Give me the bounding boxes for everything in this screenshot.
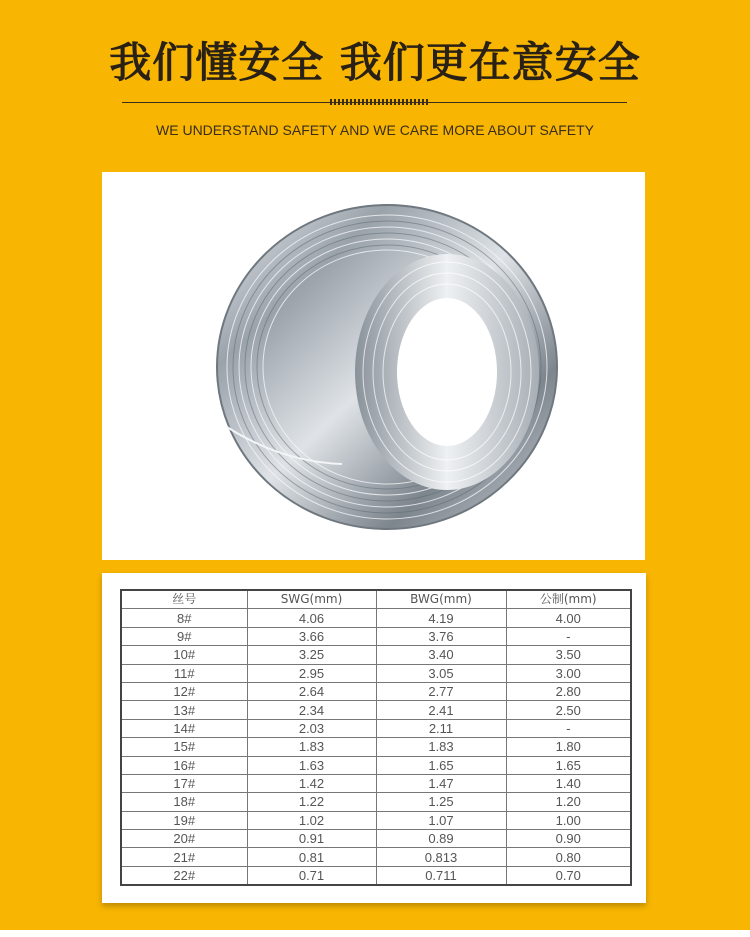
table-cell: 1.02 [247,811,376,829]
table-cell: 2.34 [247,701,376,719]
table-row [121,682,631,700]
table-cell: 1.63 [247,756,376,774]
table-cell: 21# [121,848,247,866]
table-cell: 1.22 [247,793,376,811]
table-cell: 3.05 [376,664,506,682]
column-header: 丝号 [121,590,247,609]
table-cell: 2.64 [247,682,376,700]
table-cell: 0.90 [506,830,631,848]
table-cell: 18# [121,793,247,811]
table-row [121,646,631,664]
table-row [121,830,631,848]
table-row [121,719,631,737]
table-cell: 1.47 [376,774,506,792]
table-row [121,848,631,866]
table-cell: 4.00 [506,609,631,627]
table-cell: 15# [121,738,247,756]
table-cell: 20# [121,830,247,848]
table-cell: 0.70 [506,866,631,885]
table-cell: 0.80 [506,848,631,866]
spec-table-card [102,573,646,903]
table-row [121,756,631,774]
table-cell: 3.50 [506,646,631,664]
column-header: 公制(mm) [506,590,631,609]
table-cell: 17# [121,774,247,792]
table-cell: 1.25 [376,793,506,811]
table-row [121,738,631,756]
table-row [121,774,631,792]
table-cell: - [506,719,631,737]
table-cell: 1.83 [247,738,376,756]
table-cell: 12# [121,682,247,700]
column-header: SWG(mm) [247,590,376,609]
table-cell: 10# [121,646,247,664]
table-cell: 1.42 [247,774,376,792]
table-cell: 4.19 [376,609,506,627]
table-cell: 0.813 [376,848,506,866]
table-cell: 2.03 [247,719,376,737]
table-cell: 2.95 [247,664,376,682]
table-header-row [121,590,631,609]
page-subtitle: WE UNDERSTAND SAFETY AND WE CARE MORE ABOUT SAFETY [156,122,594,138]
table-cell: 2.41 [376,701,506,719]
wire-coil-image [102,172,645,560]
table-cell: 1.83 [376,738,506,756]
table-cell: 2.11 [376,719,506,737]
table-cell: 3.66 [247,627,376,645]
table-cell: 3.76 [376,627,506,645]
table-row [121,609,631,627]
table-row [121,793,631,811]
table-cell: 16# [121,756,247,774]
table-row [121,627,631,645]
table-cell: 0.81 [247,848,376,866]
table-cell: 1.00 [506,811,631,829]
table-cell: 2.50 [506,701,631,719]
table-cell: 1.07 [376,811,506,829]
table-row [121,664,631,682]
table-cell: 22# [121,866,247,885]
table-cell: 13# [121,701,247,719]
page-title: 我们懂安全 我们更在意安全 [109,38,641,87]
table-cell: - [506,627,631,645]
table-cell: 0.71 [247,866,376,885]
table-cell: 9# [121,627,247,645]
table-row [121,866,631,885]
table-cell: 0.89 [376,830,506,848]
table-cell: 3.40 [376,646,506,664]
table-row [121,701,631,719]
wire-coil-photo [102,172,645,560]
table-cell: 3.25 [247,646,376,664]
table-cell: 0.711 [376,866,506,885]
table-row [121,811,631,829]
table-cell: 2.80 [506,682,631,700]
table-cell: 3.00 [506,664,631,682]
table-cell: 1.40 [506,774,631,792]
table-cell: 0.91 [247,830,376,848]
table-cell: 11# [121,664,247,682]
table-cell: 1.80 [506,738,631,756]
table-cell: 1.20 [506,793,631,811]
table-cell: 4.06 [247,609,376,627]
table-cell: 19# [121,811,247,829]
table-cell: 1.65 [506,756,631,774]
column-header: BWG(mm) [376,590,506,609]
table-cell: 14# [121,719,247,737]
table-cell: 8# [121,609,247,627]
table-cell: 2.77 [376,682,506,700]
wire-gauge-table [120,589,632,886]
divider-ornament [330,99,430,105]
table-cell: 1.65 [376,756,506,774]
